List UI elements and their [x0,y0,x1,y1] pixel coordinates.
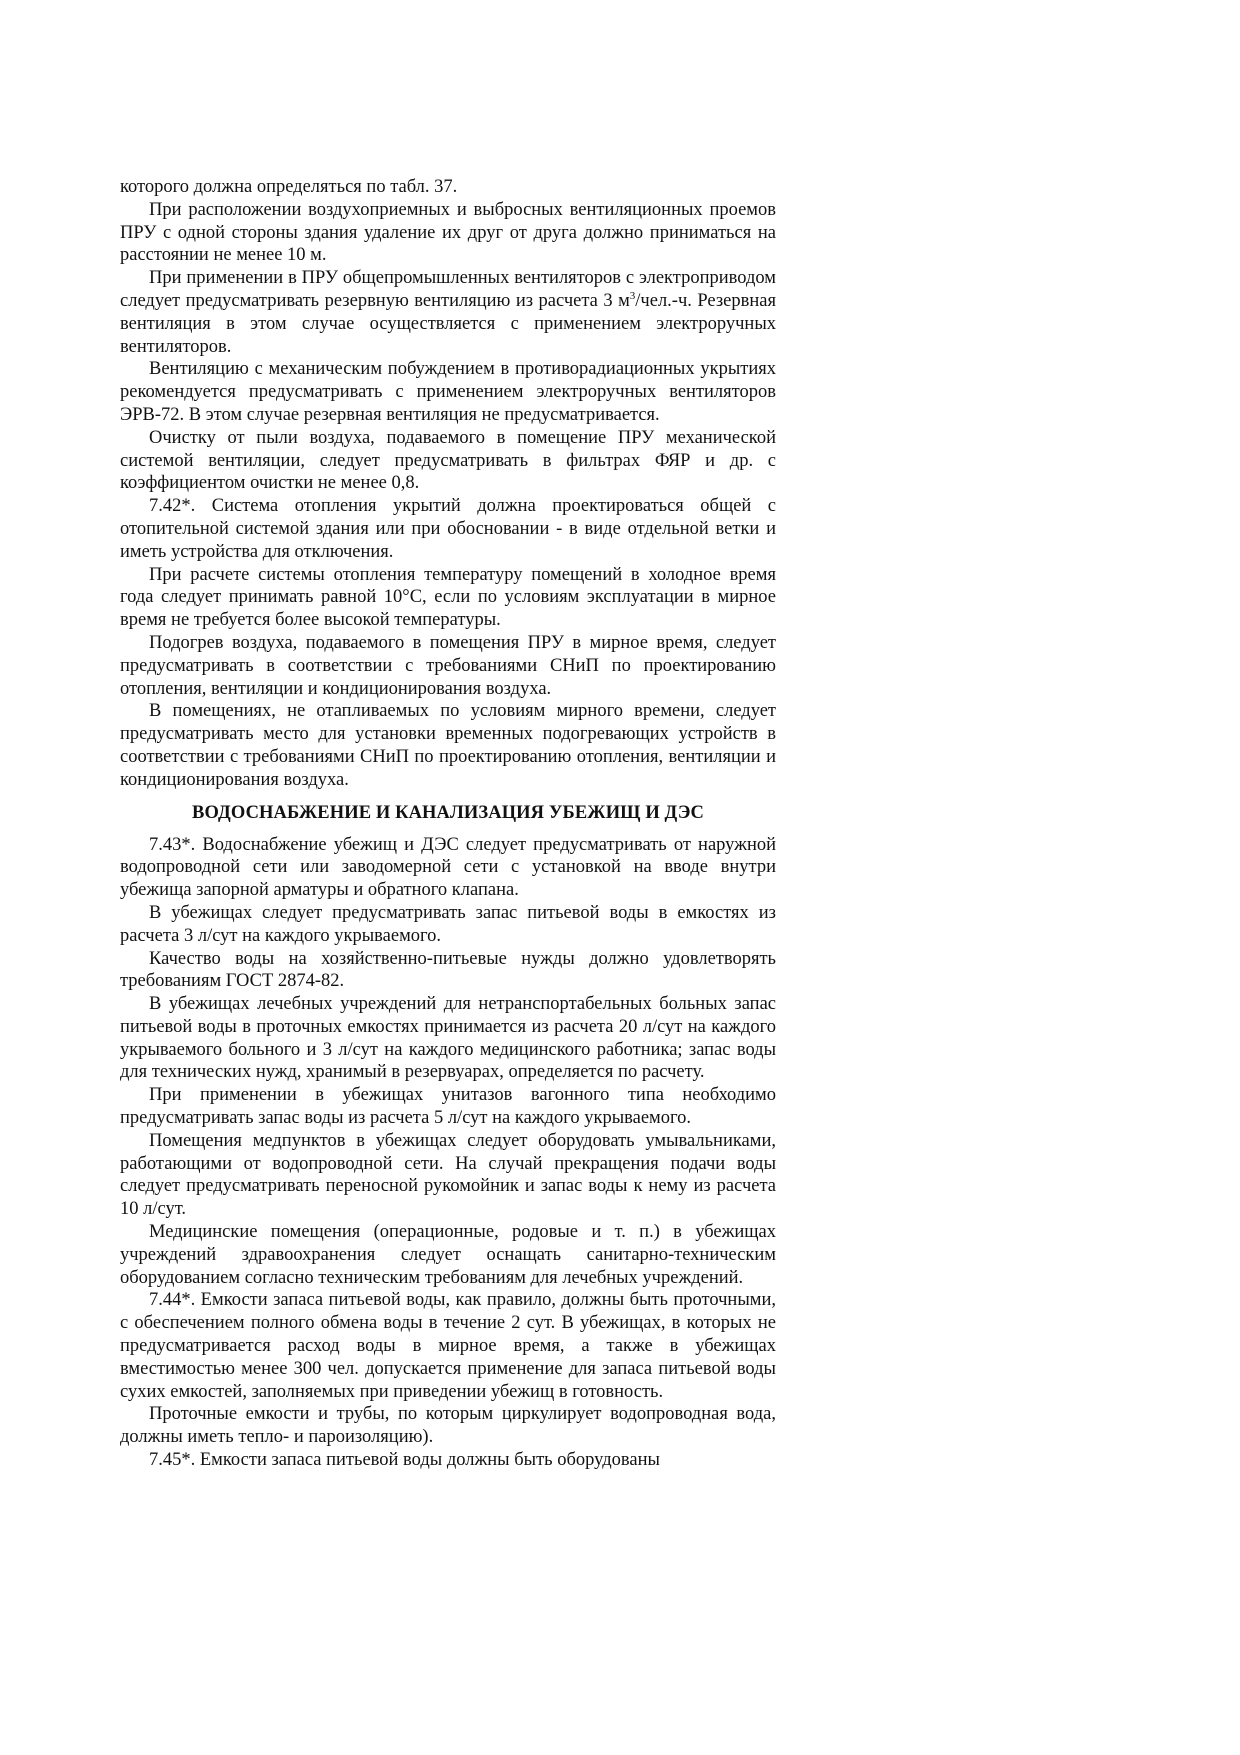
paragraph: Проточные емкости и трубы, по которым циркулирует водопроводная вода, должны иметь тепло- и пароизоляцию). [120,1404,776,1448]
paragraph: При расположении воздухоприемных и выбросных вентиляционных проемов ПРУ с одной стороны здания удаление их друг от друга должно приниматься на расстоянии не менее 10 м. [120,199,776,266]
paragraph: 7.45*. Емкости запаса питьевой воды должны быть оборудованы [149,1450,660,1471]
paragraph: При расчете системы отопления температуру помещений в холодное время года следует принимать равной 10°С, если по условиям эксплуатации в мирное время не требуется более высокой температуры. [120,564,776,631]
superscript: 3 [629,289,636,302]
section-heading: ВОДОСНАБЖЕНИЕ И КАНАЛИЗАЦИЯ УБЕЖИЩ И ДЭС [192,802,704,823]
paragraph: Подогрев воздуха, подаваемого в помещения ПРУ в мирное время, следует предусматривать в соответствии с требованиями СНиП по проектированию отопления, вентиляции и кондиционирования воздуха. [120,632,776,699]
paragraph: В убежищах лечебных учреждений для нетранспортабельных больных запас питьевой воды в проточных емкостях принимается из расчета 20 л/сут на каждого укрываемого больного и 3 л/сут на каждого медицинского работника; запас воды для технических нужд, хранимый в резервуарах, определяется по расчету. [120,994,776,1083]
paragraph-ventilation-reserve [120,267,776,358]
paragraph: Качество воды на хозяйственно-питьевые нужды должно удовлетворять требованиям ГОСТ 2874-82. [120,948,776,992]
paragraph: В убежищах следует предусматривать запас питьевой воды в емкостях из расчета 3 л/сут на каждого укрываемого. [120,902,776,946]
paragraph: Медицинские помещения (операционные, родовые и т. п.) в убежищах учреждений здравоохранения следует оснащать санитарно-техническим оборудованием согласно техническим требованиям для лечебных учреждений. [120,1222,776,1288]
paragraph: которого должна определяться по табл. 37. [120,177,458,197]
paragraph-text: При применении в ПРУ общепромышленных вентиляторов с электроприводом следует предусматривать резервную вентиляцию из расчета 3 м [120,268,776,311]
document-page [120,176,776,1472]
paragraph: При применении в убежищах унитазов вагонного типа необходимо предусматривать запас воды из расчета 5 л/сут на каждого укрываемого. [120,1085,776,1129]
paragraph: 7.43*. Водоснабжение убежищ и ДЭС следует предусматривать от наружной водопроводной сети или заводомерной сети с установкой на вводе внутри убежища запорной арматуры и обратного клапана. [120,834,776,901]
paragraph: Очистку от пыли воздуха, подаваемого в помещение ПРУ механической системой вентиляции, следует предусматривать в фильтрах ФЯР и др. с коэффициентом очистки не менее 0,8. [120,427,776,494]
paragraph: Помещения медпунктов в убежищах следует оборудовать умывальниками, работающими от водопроводной сети. На случай прекращения подачи воды следует предусматривать переносной рукомойник и запас воды к нему из расчета 10 л/сут. [120,1130,776,1220]
paragraph: Вентиляцию с механическим побуждением в противорадиационных укрытиях рекомендуется предусматривать с применением электроручных вентиляторов ЭРВ-72. В этом случае резервная вентиляция не предусматривается. [120,359,776,425]
paragraph: 7.42*. Система отопления укрытий должна проектироваться общей с отопительной системой здания или при обосновании - в виде отдельной ветки и иметь устройства для отключения. [120,496,776,562]
paragraph: 7.44*. Емкости запаса питьевой воды, как правило, должны быть проточными, с обеспечением полного обмена воды в течение 2 сут. В убежищах, в которых не предусматривается расход воды в мирное время, а также в убежищах вместимостью менее 300 чел. допускается применение для запаса питьевой воды сухих емкостей, заполняемых при приведении убежищ в готовность. [120,1290,776,1402]
paragraph: В помещениях, не отапливаемых по условиям мирного времени, следует предусматривать место для установки временных подогревающих устройств в соответствии с требованиями СНиП по проектированию отопления, вентиляции и кондиционирования воздуха. [120,701,776,790]
paragraph-text: /чел.-ч. Резервная вентиляция в этом случае осуществляется с применением электроручных вентиляторов. [120,290,776,357]
